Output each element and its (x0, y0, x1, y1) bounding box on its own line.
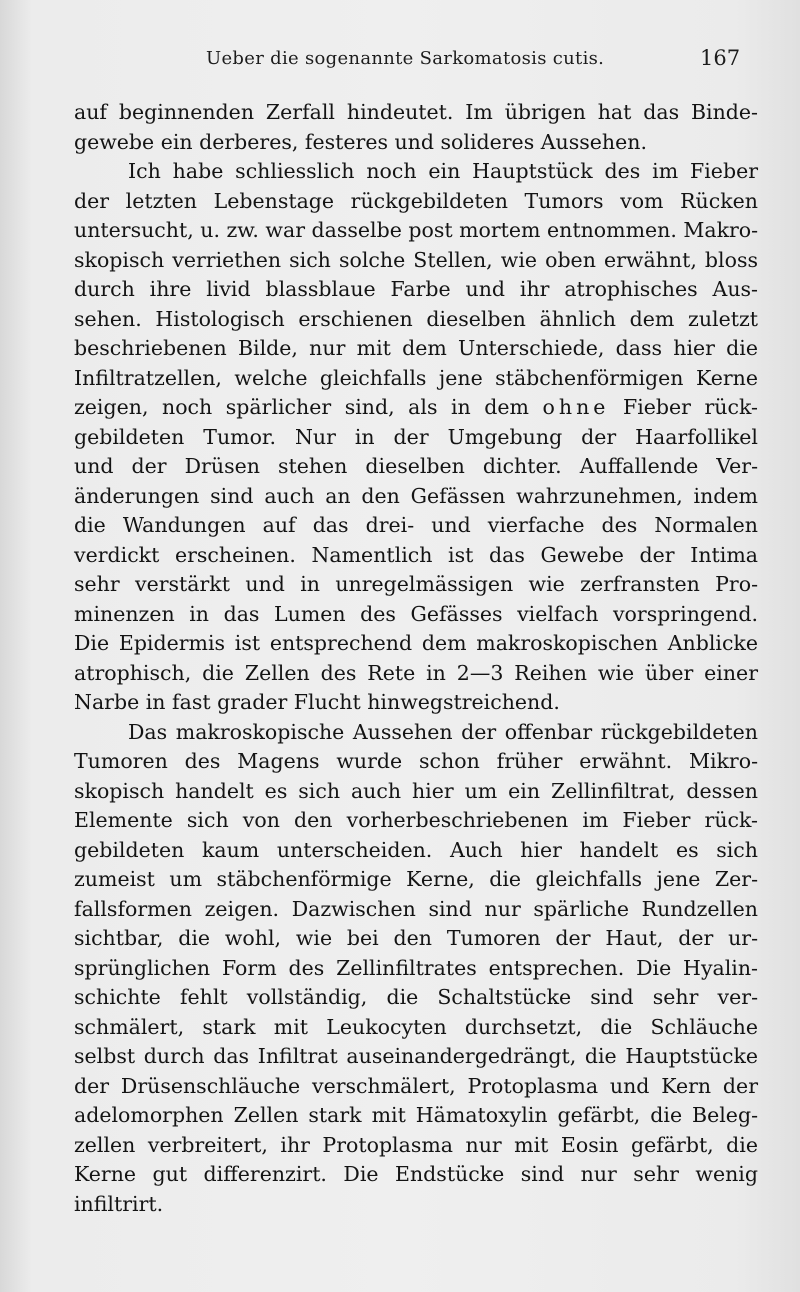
text-line: Die Epidermis ist entsprechend dem makroskopischen Anblicke (74, 631, 758, 655)
page-header (0, 46, 800, 76)
spaced-emphasis-word: ohne (542, 395, 610, 419)
text-line: sprünglichen Form des Zellinfiltrates entsprechen. Die Hyalin- (74, 955, 758, 980)
text-line: untersucht, u. zw. war dasselbe post mortem entnommen. Makro- (74, 218, 759, 242)
text-line: und der Drüsen stehen dieselben dichter. Auffallende Ver- (74, 454, 758, 478)
text-line: zumeist um stäbchenförmige Kerne, die gleichfalls jene Zer- (74, 867, 758, 891)
line-start: zeigen, noch spärlicher sind, als in dem (74, 395, 529, 419)
running-title: Ueber die sogenannte Sarkomatosis cutis. (206, 48, 605, 69)
text-line: zellen verbreitert, ihr Protoplasma nur mit Eosin gefärbt, die (74, 1132, 758, 1157)
text-line: gewebe ein derberes, festeres und solideres Aussehen. (74, 129, 647, 154)
text-line: skopisch verriethen sich solche Stellen, wie oben erwähnt, bloss (74, 247, 758, 272)
text-line: die Wandungen auf das drei- und vierfache des Normalen (74, 513, 758, 537)
text-line: fallsformen zeigen. Dazwischen sind nur spärliche Rundzellen (74, 896, 758, 921)
text-line: Kerne gut differenzirt. Die Endstücke sind nur sehr wenig (74, 1162, 758, 1186)
text-line: schmälert, stark mit Leukocyten durchsetzt, die Schläuche (74, 1014, 758, 1039)
text-line: gebildeten kaum unterscheiden. Auch hier handelt es sich (74, 837, 758, 862)
text-line: sehr verstärkt und in unregelmässigen wie zerfransten Pro- (74, 572, 758, 596)
text-line: adelomorphen Zellen stark mit Hämatoxylin gefärbt, die Beleg- (74, 1103, 758, 1127)
page-number: 167 (700, 46, 741, 70)
text-line: Ich habe schliesslich noch ein Hauptstück des im Fieber (128, 159, 758, 183)
text-line: sehen. Histologisch erschienen dieselben ähnlich dem zuletzt (74, 306, 758, 331)
text-line: Elemente sich von den vorherbeschriebenen im Fieber rück- (74, 808, 758, 832)
text-line: verdickt erscheinen. Namentlich ist das Gewebe der Intima (74, 542, 758, 567)
text-line: atrophisch, die Zellen des Rete in 2—3 Reihen wie über einer (74, 660, 758, 685)
text-line: Infiltratzellen, welche gleichfalls jene stäbchenförmigen Kerne (74, 365, 758, 390)
text-line: der Drüsenschläuche verschmälert, Protoplasma und Kern der (74, 1073, 758, 1098)
text-line: gebildeten Tumor. Nur in der Umgebung der Haarfollikel (74, 424, 758, 449)
text-line: Tumoren des Magens wurde schon früher erwähnt. Mikro- (74, 749, 758, 773)
text-line: beschriebenen Bilde, nur mit dem Unterschiede, dass hier die (74, 336, 758, 360)
text-line: änderungen sind auch an den Gefässen wahrzunehmen, indem (74, 483, 758, 508)
text-line-with-spaced-word (74, 393, 758, 423)
text-line: Das makroskopische Aussehen der offenbar rückgebildeten (128, 719, 758, 744)
text-line: infiltrirt. (74, 1191, 164, 1216)
text-line: skopisch handelt es sich auch hier um ein Zellinfiltrat, dessen (74, 778, 758, 803)
body-text (74, 98, 758, 1219)
text-line: der letzten Lebenstage rückgebildeten Tumors vom Rücken (74, 188, 758, 213)
text-line: minenzen in das Lumen des Gefässes vielfach vorspringend. (74, 601, 758, 626)
text-line: Narbe in fast grader Flucht hinwegstreichend. (74, 690, 560, 714)
text-line: sichtbar, die wohl, wie bei den Tumoren der Haut, der ur- (74, 926, 758, 950)
text-line: durch ihre livid blassblaue Farbe und ihr atrophisches Aus- (74, 277, 758, 301)
line-end: Fieber rück- (622, 395, 758, 419)
text-line: schichte fehlt vollständig, die Schaltstücke sind sehr ver- (74, 985, 758, 1009)
text-line: auf beginnenden Zerfall hindeutet. Im übrigen hat das Binde- (74, 100, 758, 124)
text-line: selbst durch das Infiltrat auseinandergedrängt, die Hauptstücke (74, 1044, 758, 1068)
